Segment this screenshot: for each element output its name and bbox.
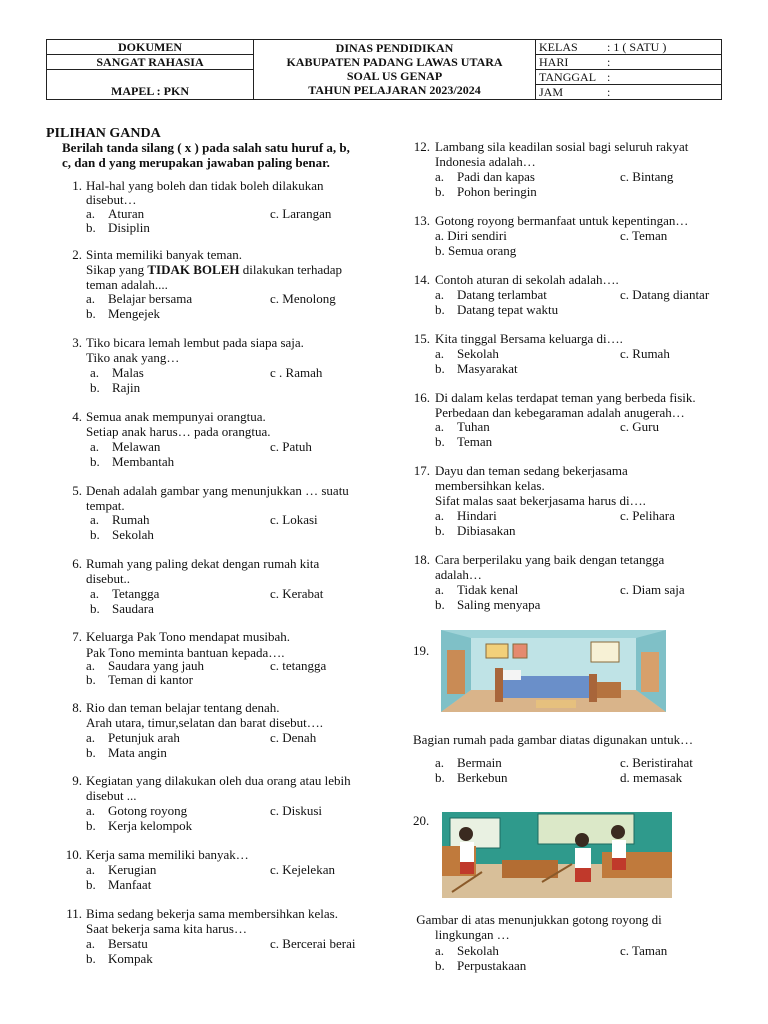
option-a[interactable]: a. Bermain (435, 755, 502, 770)
question-20-number: 20. (413, 813, 430, 828)
option-b[interactable]: b. Rajin (90, 380, 141, 395)
option-a[interactable]: a. Rumah (90, 512, 150, 527)
option-a[interactable]: a. Sekolah (435, 346, 499, 361)
option-b[interactable]: b. Manfaat (86, 877, 152, 892)
option-b[interactable]: b. Membantah (90, 454, 175, 469)
option-c[interactable]: c. Bintang (620, 169, 674, 184)
question-19-text: Bagian rumah pada gambar diatas digunakan untuk… (413, 732, 694, 747)
option-a[interactable]: a. Petunjuk arah (86, 730, 180, 745)
option-c[interactable]: c. Larangan (270, 206, 332, 221)
option-c[interactable]: c. Beristirahat (620, 755, 693, 770)
option-c[interactable]: c. Datang diantar (620, 287, 710, 302)
header-kelas: KELAS : 1 ( SATU ) (536, 40, 722, 55)
option-b[interactable]: b. Mengejek (86, 306, 160, 321)
option-b[interactable]: b. Disiplin (86, 220, 150, 235)
option-a[interactable]: a. Datang terlambat (435, 287, 547, 302)
option-b[interactable]: b. Datang tepat waktu (435, 302, 559, 317)
option-b[interactable]: b. Kompak (86, 951, 153, 966)
option-c[interactable]: c. Pelihara (620, 508, 675, 523)
option-c[interactable]: c. Guru (620, 419, 659, 434)
instruction-line-1: Berilah tanda silang ( x ) pada salah satu huruf a, b, (62, 140, 350, 155)
option-b[interactable]: b. Dibiasakan (435, 523, 516, 538)
option-a[interactable]: a. Tetangga (90, 586, 160, 601)
header-table (46, 39, 722, 100)
option-d[interactable]: d. memasak (620, 770, 683, 785)
option-c[interactable]: c. tetangga (270, 658, 327, 673)
header-agency: DINAS PENDIDIKAN (335, 41, 454, 55)
option-a[interactable]: a. Tidak kenal (435, 582, 519, 597)
option-c[interactable]: c. Diskusi (270, 803, 322, 818)
option-b[interactable]: b. Mata angin (86, 745, 167, 760)
option-b[interactable]: b. Perpustakaan (435, 958, 527, 973)
option-c[interactable]: c. Patuh (270, 439, 312, 454)
question-19-number: 19. (413, 643, 430, 658)
exam-header (46, 39, 721, 100)
header-subject: MAPEL : PKN (47, 70, 254, 100)
header-confidential: SANGAT RAHASIA (47, 55, 254, 70)
option-c[interactable]: c. Kerabat (270, 586, 324, 601)
header-jam: JAM : (536, 85, 722, 100)
option-b[interactable]: b. Sekolah (90, 527, 154, 542)
option-a[interactable]: a. Tuhan (435, 419, 490, 434)
option-c[interactable]: c. Lokasi (270, 512, 318, 527)
option-a[interactable]: a. Melawan (90, 439, 161, 454)
option-a[interactable]: a. Padi dan kapas (435, 169, 535, 184)
option-c[interactable]: c. Teman (620, 228, 668, 243)
option-a[interactable]: a. Kerugian (86, 862, 157, 877)
header-exam-title: SOAL US GENAP (346, 69, 443, 83)
option-b[interactable]: b. Teman di kantor (86, 672, 194, 687)
option-a[interactable]: a. Saudara yang jauh (86, 658, 205, 673)
option-b[interactable]: b. Saudara (90, 601, 154, 616)
option-b[interactable]: b. Pohon beringin (435, 184, 537, 199)
question-20-text-line-1: Gambar di atas menunjukkan gotong royong di (413, 912, 662, 927)
bedroom-illustration (441, 630, 666, 712)
option-a[interactable]: a. Hindari (435, 508, 497, 523)
option-a[interactable]: a. Gotong royong (86, 803, 188, 818)
option-c[interactable]: c. Kejelekan (270, 862, 335, 877)
header-doc-label: DOKUMEN (47, 40, 254, 55)
option-c[interactable]: c. Diam saja (620, 582, 685, 597)
option-a[interactable]: a. Malas (90, 365, 144, 380)
option-c[interactable]: c. Bercerai berai (270, 936, 356, 951)
option-c[interactable]: c. Denah (270, 730, 317, 745)
header-regency: KABUPATEN PADANG LAWAS UTARA (286, 55, 503, 69)
instruction-line-2: c, dan d yang merupakan jawaban paling benar. (62, 155, 330, 170)
option-a[interactable]: a. Aturan (86, 206, 145, 221)
option-b[interactable]: b. Masyarakat (435, 361, 518, 376)
option-c[interactable]: c. Rumah (620, 346, 670, 361)
option-b[interactable]: b. Kerja kelompok (86, 818, 193, 833)
header-school-year: TAHUN PELAJARAN 2023/2024 (308, 83, 481, 97)
header-hari: HARI : (536, 55, 722, 70)
option-b[interactable]: b. Saling menyapa (435, 597, 541, 612)
header-tanggal: TANGGAL : (536, 70, 722, 85)
option-b[interactable]: b. Teman (435, 434, 493, 449)
option-a[interactable]: a. Sekolah (435, 943, 499, 958)
option-a[interactable]: a. Belajar bersama (86, 291, 193, 306)
option-c[interactable]: c . Ramah (270, 365, 323, 380)
option-b[interactable]: b. Semua orang (435, 243, 517, 258)
option-b[interactable]: b. Berkebun (435, 770, 508, 785)
option-a[interactable]: a. Diri sendiri (435, 228, 507, 243)
option-c[interactable]: c. Taman (620, 943, 668, 958)
question-20-text-line-2: lingkungan … (435, 927, 510, 942)
option-c[interactable]: c. Menolong (270, 291, 336, 306)
classroom-cleaning-illustration (442, 812, 672, 898)
section-title: PILIHAN GANDA (46, 126, 161, 141)
option-a[interactable]: a. Bersatu (86, 936, 148, 951)
